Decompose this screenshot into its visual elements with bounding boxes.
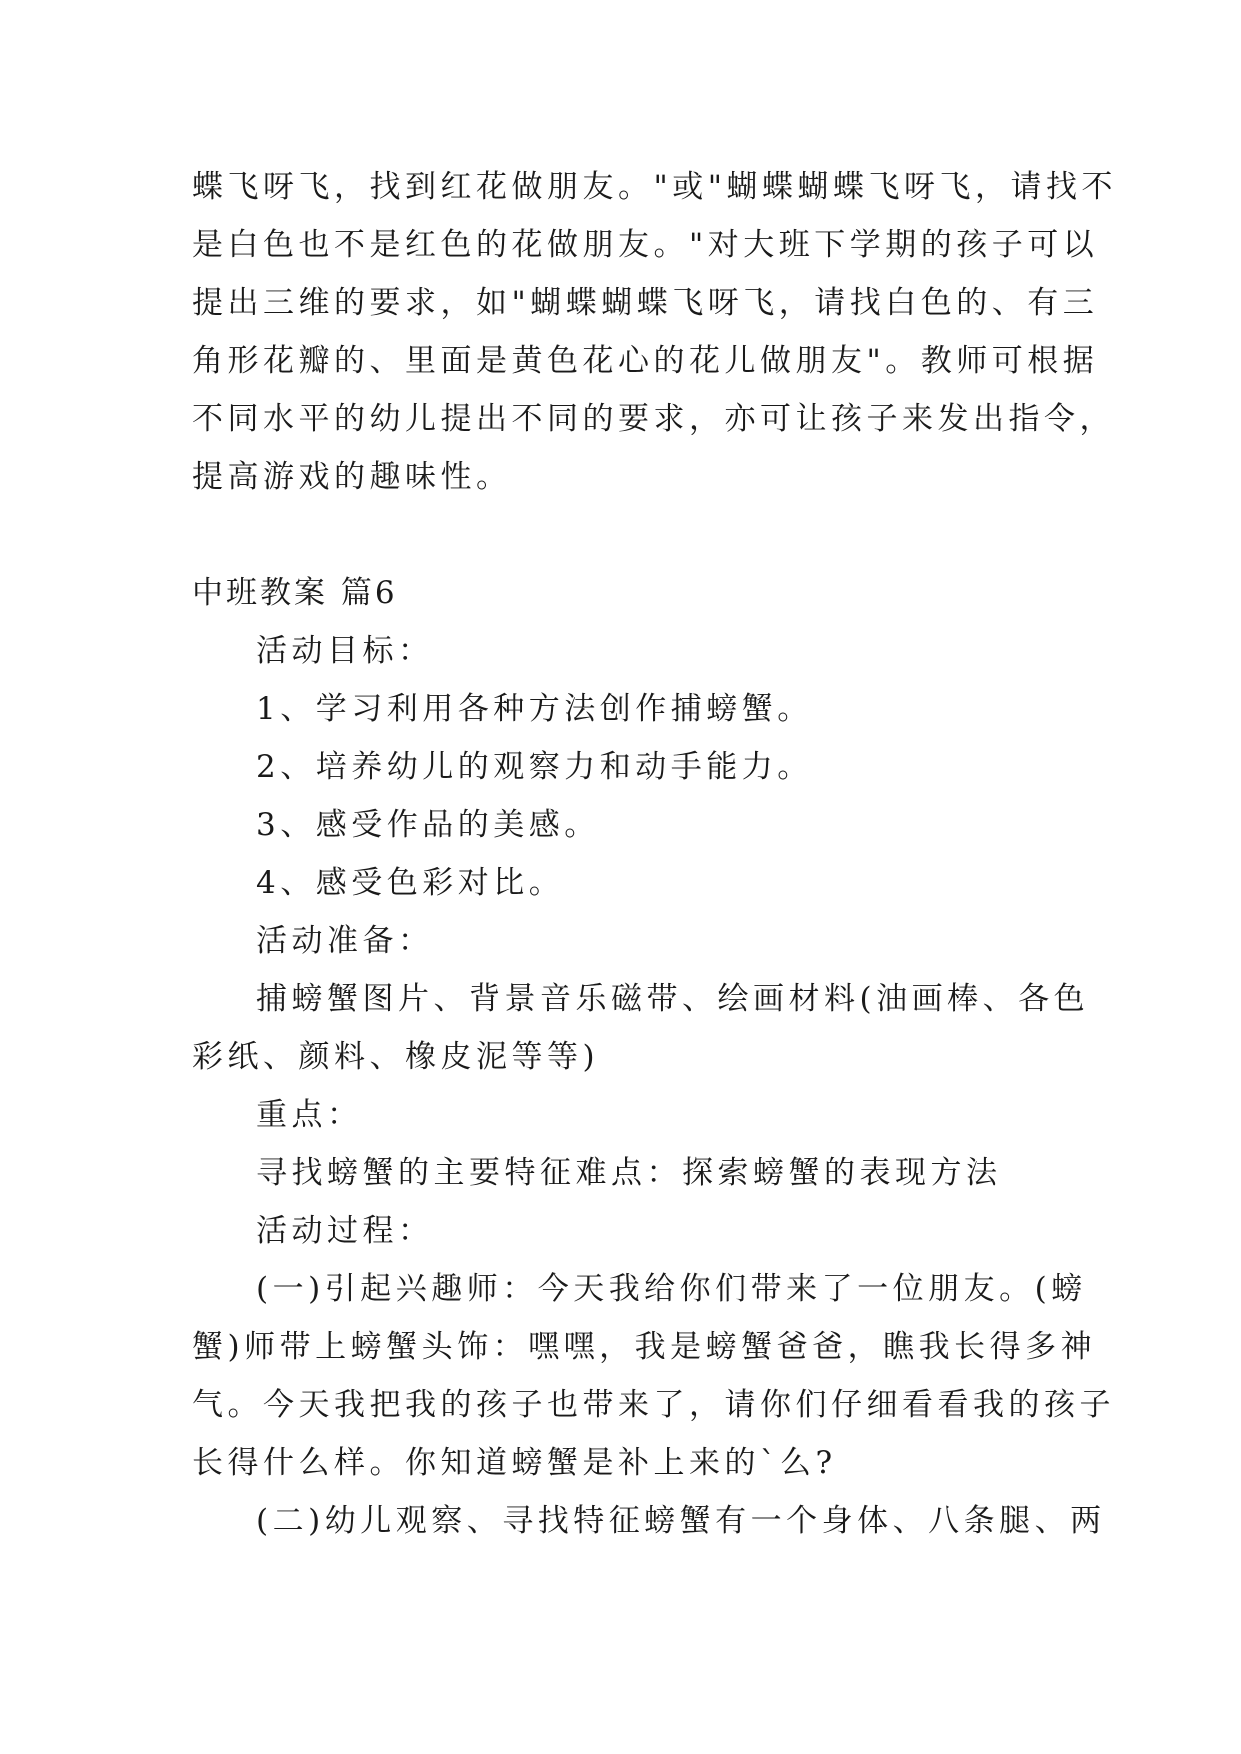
- process-label: 活动过程：: [256, 1213, 434, 1249]
- section-spacer: [192, 506, 1052, 564]
- paragraph-line: 提高游戏的趣味性。: [192, 459, 512, 495]
- section-heading: 中班教案 篇6: [192, 575, 398, 611]
- paragraph-line: 不同水平的幼儿提出不同的要求，亦可让孩子来发出指令，: [192, 401, 1115, 437]
- step1-line: 长得什么样。你知道螃蟹是补上来的`么?: [192, 1445, 837, 1481]
- paragraph-line: 蝶飞呀飞，找到红花做朋友。"或"蝴蝶蝴蝶飞呀飞，请找不: [192, 169, 1118, 205]
- goal-item: 1、学习利用各种方法创作捕螃蟹。: [256, 691, 813, 727]
- goal-item: 3、感受作品的美感。: [256, 807, 600, 843]
- goal-label: 活动目标：: [256, 633, 434, 669]
- step1-line: (一)引起兴趣师：今天我给你们带来了一位朋友。(螃: [256, 1271, 1087, 1307]
- step2-line: (二)幼儿观察、寻找特征螃蟹有一个身体、八条腿、两: [256, 1503, 1106, 1539]
- paragraph-line: 是白色也不是红色的花做朋友。"对大班下学期的孩子可以: [192, 227, 1099, 263]
- document-body: [192, 158, 1118, 1550]
- step1-line: 蟹)师带上螃蟹头饰：嘿嘿，我是螃蟹爸爸，瞧我长得多神: [192, 1329, 1097, 1365]
- paragraph-line: 提出三维的要求，如"蝴蝶蝴蝶飞呀飞，请找白色的、有三: [192, 285, 1099, 321]
- goal-item: 4、感受色彩对比。: [256, 865, 565, 901]
- paragraph-line: 角形花瓣的、里面是黄色花心的花儿做朋友"。教师可根据: [192, 343, 1099, 379]
- key-text: 寻找螃蟹的主要特征难点：探索螃蟹的表现方法: [256, 1155, 1002, 1191]
- prep-label: 活动准备：: [256, 923, 434, 959]
- goal-item: 2、培养幼儿的观察力和动手能力。: [256, 749, 813, 785]
- key-label: 重点：: [256, 1097, 363, 1133]
- prep-line: 彩纸、颜料、橡皮泥等等): [192, 1039, 600, 1075]
- step1-line: 气。今天我把我的孩子也带来了，请你们仔细看看我的孩子: [192, 1387, 1115, 1423]
- prep-line: 捕螃蟹图片、背景音乐磁带、绘画材料(油画棒、各色: [256, 981, 1090, 1017]
